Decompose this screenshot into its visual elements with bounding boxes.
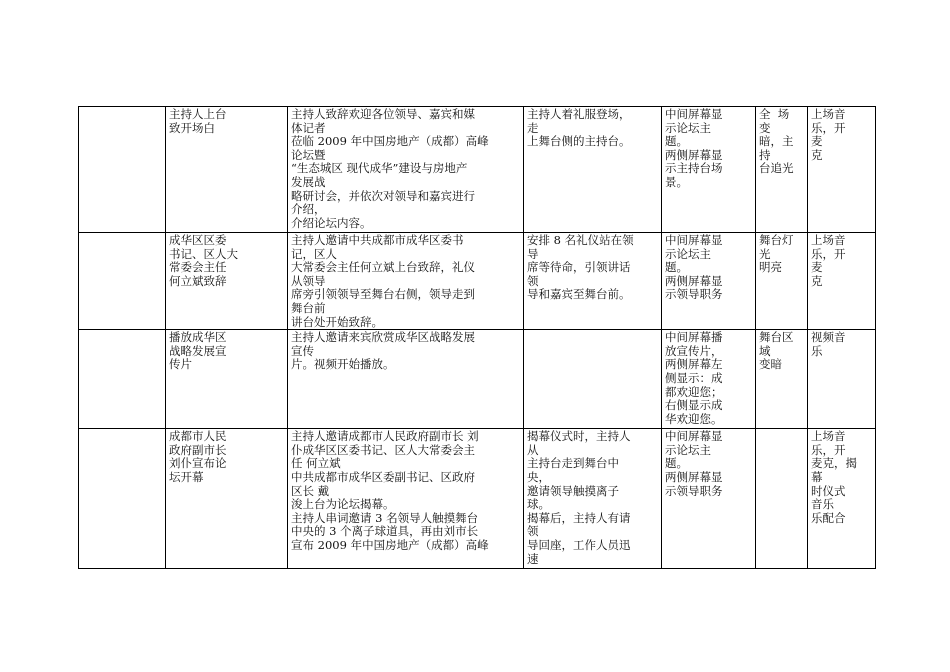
staging-line: 上舞台侧的主持台。: [527, 134, 631, 149]
content-line: 体记者: [291, 120, 326, 135]
screen-cell: [662, 107, 756, 233]
content-line: 席旁引领领导至舞台右侧，领导走到: [291, 287, 475, 302]
content-line: “生态城区 现代成华”建设与房地产: [291, 161, 468, 176]
audio-line: 上场音: [811, 233, 846, 247]
lighting-line: 全 场: [759, 107, 790, 121]
screen-line: 两侧屏幕显: [665, 273, 723, 288]
audio-line: 乐，开: [811, 246, 846, 261]
audio-line: 麦: [811, 134, 823, 149]
audio-line: 上场音: [811, 107, 846, 121]
staging-line: 导和嘉宾至舞台前。: [527, 287, 631, 302]
table-row: [79, 429, 876, 569]
audio-line: 时仪式: [811, 483, 846, 498]
screen-line: 放宣传片，: [665, 343, 723, 358]
segment-line: 主持人上台: [169, 107, 227, 121]
segment-line: 致开场白: [169, 120, 215, 135]
segment-line: 成都市人民: [169, 429, 227, 444]
blank-cell: [79, 330, 166, 429]
content-line: 区长 戴: [291, 483, 330, 498]
content-line: 主持人致辞欢迎各位领导、嘉宾和媒: [291, 107, 475, 121]
staging-line: 揭幕后，主持人有请: [527, 510, 631, 525]
staging-line: 安排 8 名礼仪站在领: [527, 233, 634, 247]
segment-cell: [166, 107, 288, 233]
segment-cell: [166, 330, 288, 429]
blank-cell: [79, 233, 166, 330]
segment-line: 成华区区委: [169, 233, 227, 247]
lighting-line: 变暗: [759, 357, 782, 372]
staging-line: 邀请领导触摸离子: [527, 483, 619, 498]
staging-line: 领: [527, 524, 539, 539]
blank-cell: [79, 429, 166, 569]
audio-line: 乐: [811, 343, 823, 358]
content-line: 主持人邀请来宾欣赏成华区战略发展: [291, 330, 475, 345]
screen-line: 示论坛主: [665, 442, 711, 457]
screen-line: 华欢迎您。: [665, 411, 723, 426]
screen-cell: [662, 330, 756, 429]
audio-cell: [808, 107, 876, 233]
screen-cell: [662, 233, 756, 330]
screen-cell: [662, 429, 756, 569]
staging-line: 球。: [527, 497, 550, 512]
content-line: 论坛暨: [291, 147, 326, 162]
staging-cell: [524, 330, 662, 429]
lighting-line: 舞台区: [759, 330, 794, 345]
screen-line: 中间屏幕播: [665, 330, 723, 345]
staging-line: 主持台走到舞台中: [527, 456, 619, 471]
segment-line: 何立斌致辞: [169, 273, 227, 288]
content-line: 莅临 2009 年中国房地产（成都）高峰: [291, 134, 489, 149]
staging-line: 速: [527, 551, 539, 566]
table-row: [79, 330, 876, 429]
audio-line: 克: [811, 147, 823, 162]
screen-line: 侧显示：成: [665, 370, 723, 385]
staging-line: 领: [527, 273, 539, 288]
content-line: 仆成华区区委书记、区人大常委会主: [291, 442, 475, 457]
segment-line: 战略发展宣: [169, 343, 227, 358]
lighting-line: 变: [759, 120, 771, 135]
lighting-line: 舞台灯: [759, 233, 794, 247]
audio-line: 麦克，揭: [811, 456, 857, 471]
lighting-cell: [756, 107, 808, 233]
lighting-cell: [756, 330, 808, 429]
screen-line: 右侧显示成: [665, 398, 723, 413]
staging-line: 席等待命，引领讲话: [527, 260, 631, 275]
staging-line: 从: [527, 442, 539, 457]
content-line: 任 何立斌: [291, 456, 341, 471]
content-line: 片。视频开始播放。: [291, 357, 395, 372]
content-line: 略研讨会，并依次对领导和嘉宾进行: [291, 188, 475, 203]
lighting-line: 台追光: [759, 161, 794, 176]
segment-line: 坛开幕: [169, 469, 204, 484]
content-line: 记，区人: [291, 246, 337, 261]
lighting-line: 暗，主: [759, 134, 794, 149]
screen-line: 示领导职务: [665, 287, 723, 302]
lighting-cell: [756, 429, 808, 569]
audio-line: 乐，开: [811, 120, 846, 135]
staging-line: 央，: [527, 469, 550, 484]
screen-line: 中间屏幕显: [665, 107, 723, 121]
content-line: 发展战: [291, 174, 326, 189]
staging-line: 揭幕仪式时，主持人: [527, 429, 631, 444]
event-schedule-table: [78, 106, 876, 569]
blank-cell: [79, 107, 166, 233]
screen-line: 示论坛主: [665, 246, 711, 261]
audio-line: 幕: [811, 469, 823, 484]
screen-line: 示主持台场: [665, 161, 723, 176]
segment-cell: [166, 233, 288, 330]
screen-line: 都欢迎您；: [665, 384, 723, 399]
content-line: 宣传: [291, 343, 314, 358]
screen-line: 示领导职务: [665, 483, 723, 498]
audio-cell: [808, 330, 876, 429]
audio-line: 上场音: [811, 429, 846, 444]
content-line: 中央的 3 个离子球道具，再由刘市长: [291, 524, 479, 539]
staging-line: 导回座，工作人员迅: [527, 537, 631, 552]
content-cell: [288, 107, 524, 233]
lighting-line: 光: [759, 246, 771, 261]
content-line: 讲台处开始致辞。: [291, 314, 383, 329]
staging-cell: [524, 107, 662, 233]
lighting-line: 明亮: [759, 260, 782, 275]
screen-line: 题。: [665, 456, 688, 471]
table-row: [79, 233, 876, 330]
segment-line: 刘仆宣布论: [169, 456, 227, 471]
screen-line: 两侧屏幕显: [665, 469, 723, 484]
content-cell: [288, 330, 524, 429]
staging-line: 主持人着礼服登场，: [527, 107, 631, 121]
segment-line: 书记、区人大: [169, 246, 238, 261]
content-line: 主持人邀请成都市人民政府副市长 刘: [291, 429, 479, 444]
screen-line: 中间屏幕显: [665, 233, 723, 247]
audio-line: 麦: [811, 260, 823, 275]
audio-line: 乐配合: [811, 510, 846, 525]
audio-cell: [808, 233, 876, 330]
content-cell: [288, 233, 524, 330]
audio-line: 乐，开: [811, 442, 846, 457]
audio-line: 音乐: [811, 497, 834, 512]
screen-line: 景。: [665, 174, 688, 189]
staging-line: 导: [527, 246, 539, 261]
content-line: 舞台前: [291, 300, 326, 315]
audio-cell: [808, 429, 876, 569]
content-line: 介绍，: [291, 202, 326, 217]
segment-line: 政府副市长: [169, 442, 227, 457]
audio-line: 视频音: [811, 330, 846, 345]
lighting-cell: [756, 233, 808, 330]
segment-line: 播放成华区: [169, 330, 227, 345]
staging-cell: [524, 233, 662, 330]
screen-line: 中间屏幕显: [665, 429, 723, 444]
content-line: 主持人邀请中共成都市成华区委书: [291, 233, 464, 247]
audio-line: 克: [811, 273, 823, 288]
table-row: [79, 107, 876, 233]
screen-line: 两侧屏幕左: [665, 357, 723, 372]
content-line: 浚上台为论坛揭幕。: [291, 497, 395, 512]
screen-line: 示论坛主: [665, 120, 711, 135]
segment-line: 传片: [169, 357, 192, 372]
staging-cell: [524, 429, 662, 569]
screen-line: 题。: [665, 260, 688, 275]
lighting-line: 持: [759, 147, 771, 162]
lighting-line: 域: [759, 343, 771, 358]
schedule-body: [79, 107, 876, 569]
content-line: 中共成都市成华区委副书记、区政府: [291, 469, 475, 484]
content-line: 介绍论坛内容。: [291, 215, 372, 230]
screen-line: 题。: [665, 134, 688, 149]
staging-line: 走: [527, 120, 539, 135]
content-cell: [288, 429, 524, 569]
content-line: 从领导: [291, 273, 326, 288]
screen-line: 两侧屏幕显: [665, 147, 723, 162]
content-line: 宣布 2009 年中国房地产（成都）高峰: [291, 537, 489, 552]
content-line: 大常委会主任何立斌上台致辞，礼仪: [291, 260, 475, 275]
content-line: 主持人串词邀请 3 名领导人触摸舞台: [291, 510, 479, 525]
segment-cell: [166, 429, 288, 569]
segment-line: 常委会主任: [169, 260, 227, 275]
